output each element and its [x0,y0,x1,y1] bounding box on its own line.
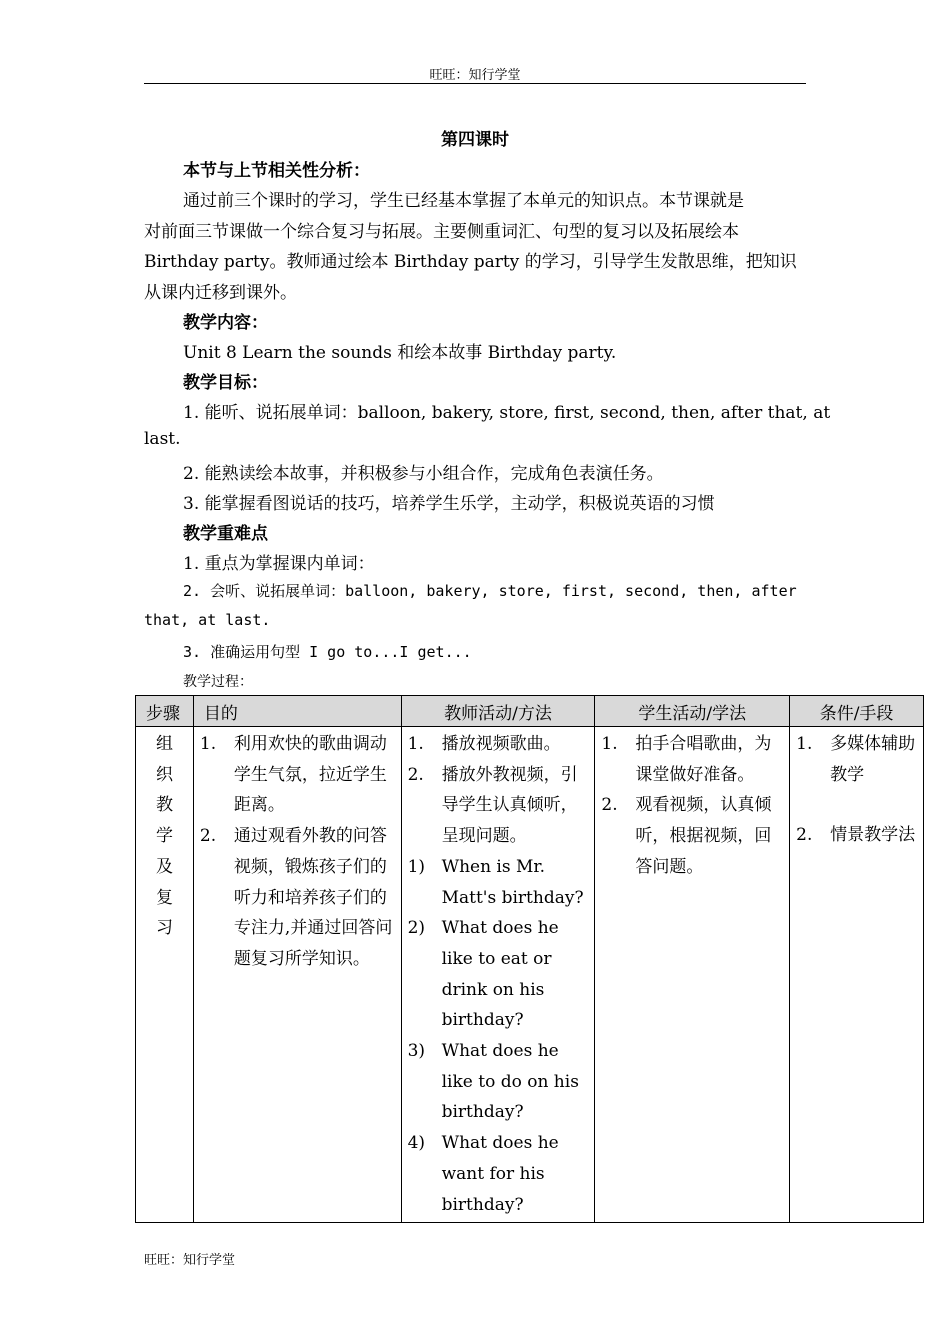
page-footer: 旺旺：知行学堂 [144,1253,236,1268]
process-label: 教学过程： [183,674,253,690]
objective-item-2: 2. 能熟读绘本故事，并积极参与小组合作，完成角色表演任务。 [183,464,664,484]
step-char: 织 [155,764,173,785]
key-point-2: 2. 会听、说拓展单词：balloon, bakery, store, first, second, then, after [183,582,797,600]
teaching-process-table [135,695,924,1223]
objective-item-1-cont: last. [144,429,181,449]
step-char: 教 [155,795,173,816]
step-char: 学 [155,826,173,847]
content-text: Unit 8 Learn the sounds 和绘本故事 Birthday party. [183,343,617,363]
header-step: 步骤 [136,696,194,727]
step-char: 复 [155,887,173,908]
header-means: 条件/手段 [790,696,924,727]
step-char: 习 [155,918,173,939]
relevance-line-2: 对前面三节课做一个综合复习与拓展。主要侧重词汇、句型的复习以及拓展绘本 [144,222,739,242]
section-relevance-heading: 本节与上节相关性分析： [183,161,370,181]
list-item: 1. 拍手合唱歌曲，为课堂做好准备。 [601,734,772,785]
step-char: 组 [155,734,173,754]
list-item: 2. 通过观看外教的问答视频，锻炼孩子们的听力和培养孩子们的专注力,并通过回答问题复习所学知识。 [199,826,393,969]
step-cell [136,727,194,1223]
list-item: 1. 播放视频歌曲。 [407,734,561,754]
teacher-cell [401,727,595,1223]
relevance-line-4: 从课内迁移到课外。 [144,283,297,303]
table-header-row [136,696,924,727]
key-point-3: 3. 准确运用句型 I go to...I get... [183,643,472,661]
header-student: 学生活动/学法 [595,696,790,727]
list-item: 1. 多媒体辅助教学 [796,734,916,785]
means-cell [790,727,924,1223]
header-teacher: 教师活动/方法 [401,696,595,727]
list-item: 1) When is Mr. Matt's birthday? [407,856,584,908]
header-purpose: 目的 [193,696,401,727]
key-point-2-cont: that, at last. [144,611,271,629]
objective-item-3: 3. 能掌握看图说话的技巧，培养学生乐学，主动学，积极说英语的习惯 [183,494,715,514]
relevance-line-1: 通过前三个课时的学习，学生已经基本掌握了本单元的知识点。本节课就是 [183,191,744,211]
list-item: 2. 播放外教视频，引导学生认真倾听，呈现问题。 [407,764,578,847]
relevance-line-3: Birthday party。教师通过绘本 Birthday party 的学习，引导学生发散思维，把知识 [144,252,797,272]
list-item: 4) What does he want for his birthday? [407,1133,559,1215]
list-item: 2. 情景教学法 [796,825,916,846]
page-header: 旺旺：知行学堂 [429,68,521,83]
lesson-title: 第四课时 [441,130,509,150]
content-heading: 教学内容： [183,313,268,333]
list-item: 2) What does he like to eat or drink on his birthday? [407,918,559,1031]
key-points-heading: 教学重难点 [183,524,268,544]
list-item: 1. 利用欢快的歌曲调动学生气氛，拉近学生距离。 [199,734,387,816]
step-char: 及 [155,856,173,877]
key-point-1: 1. 重点为掌握课内单词： [183,554,375,574]
objective-item-1: 1. 能听、说拓展单词：balloon, bakery, store, first, second, then, after that, at [183,403,831,423]
list-item: 3) What does he like to do on his birthday? [407,1041,579,1123]
table-row [136,727,924,1223]
list-item: 2. 观看视频，认真倾听，根据视频，回答问题。 [601,795,772,877]
student-cell [595,727,790,1223]
purpose-cell [193,727,401,1223]
objectives-heading: 教学目标： [183,373,268,393]
header-divider [144,83,806,84]
